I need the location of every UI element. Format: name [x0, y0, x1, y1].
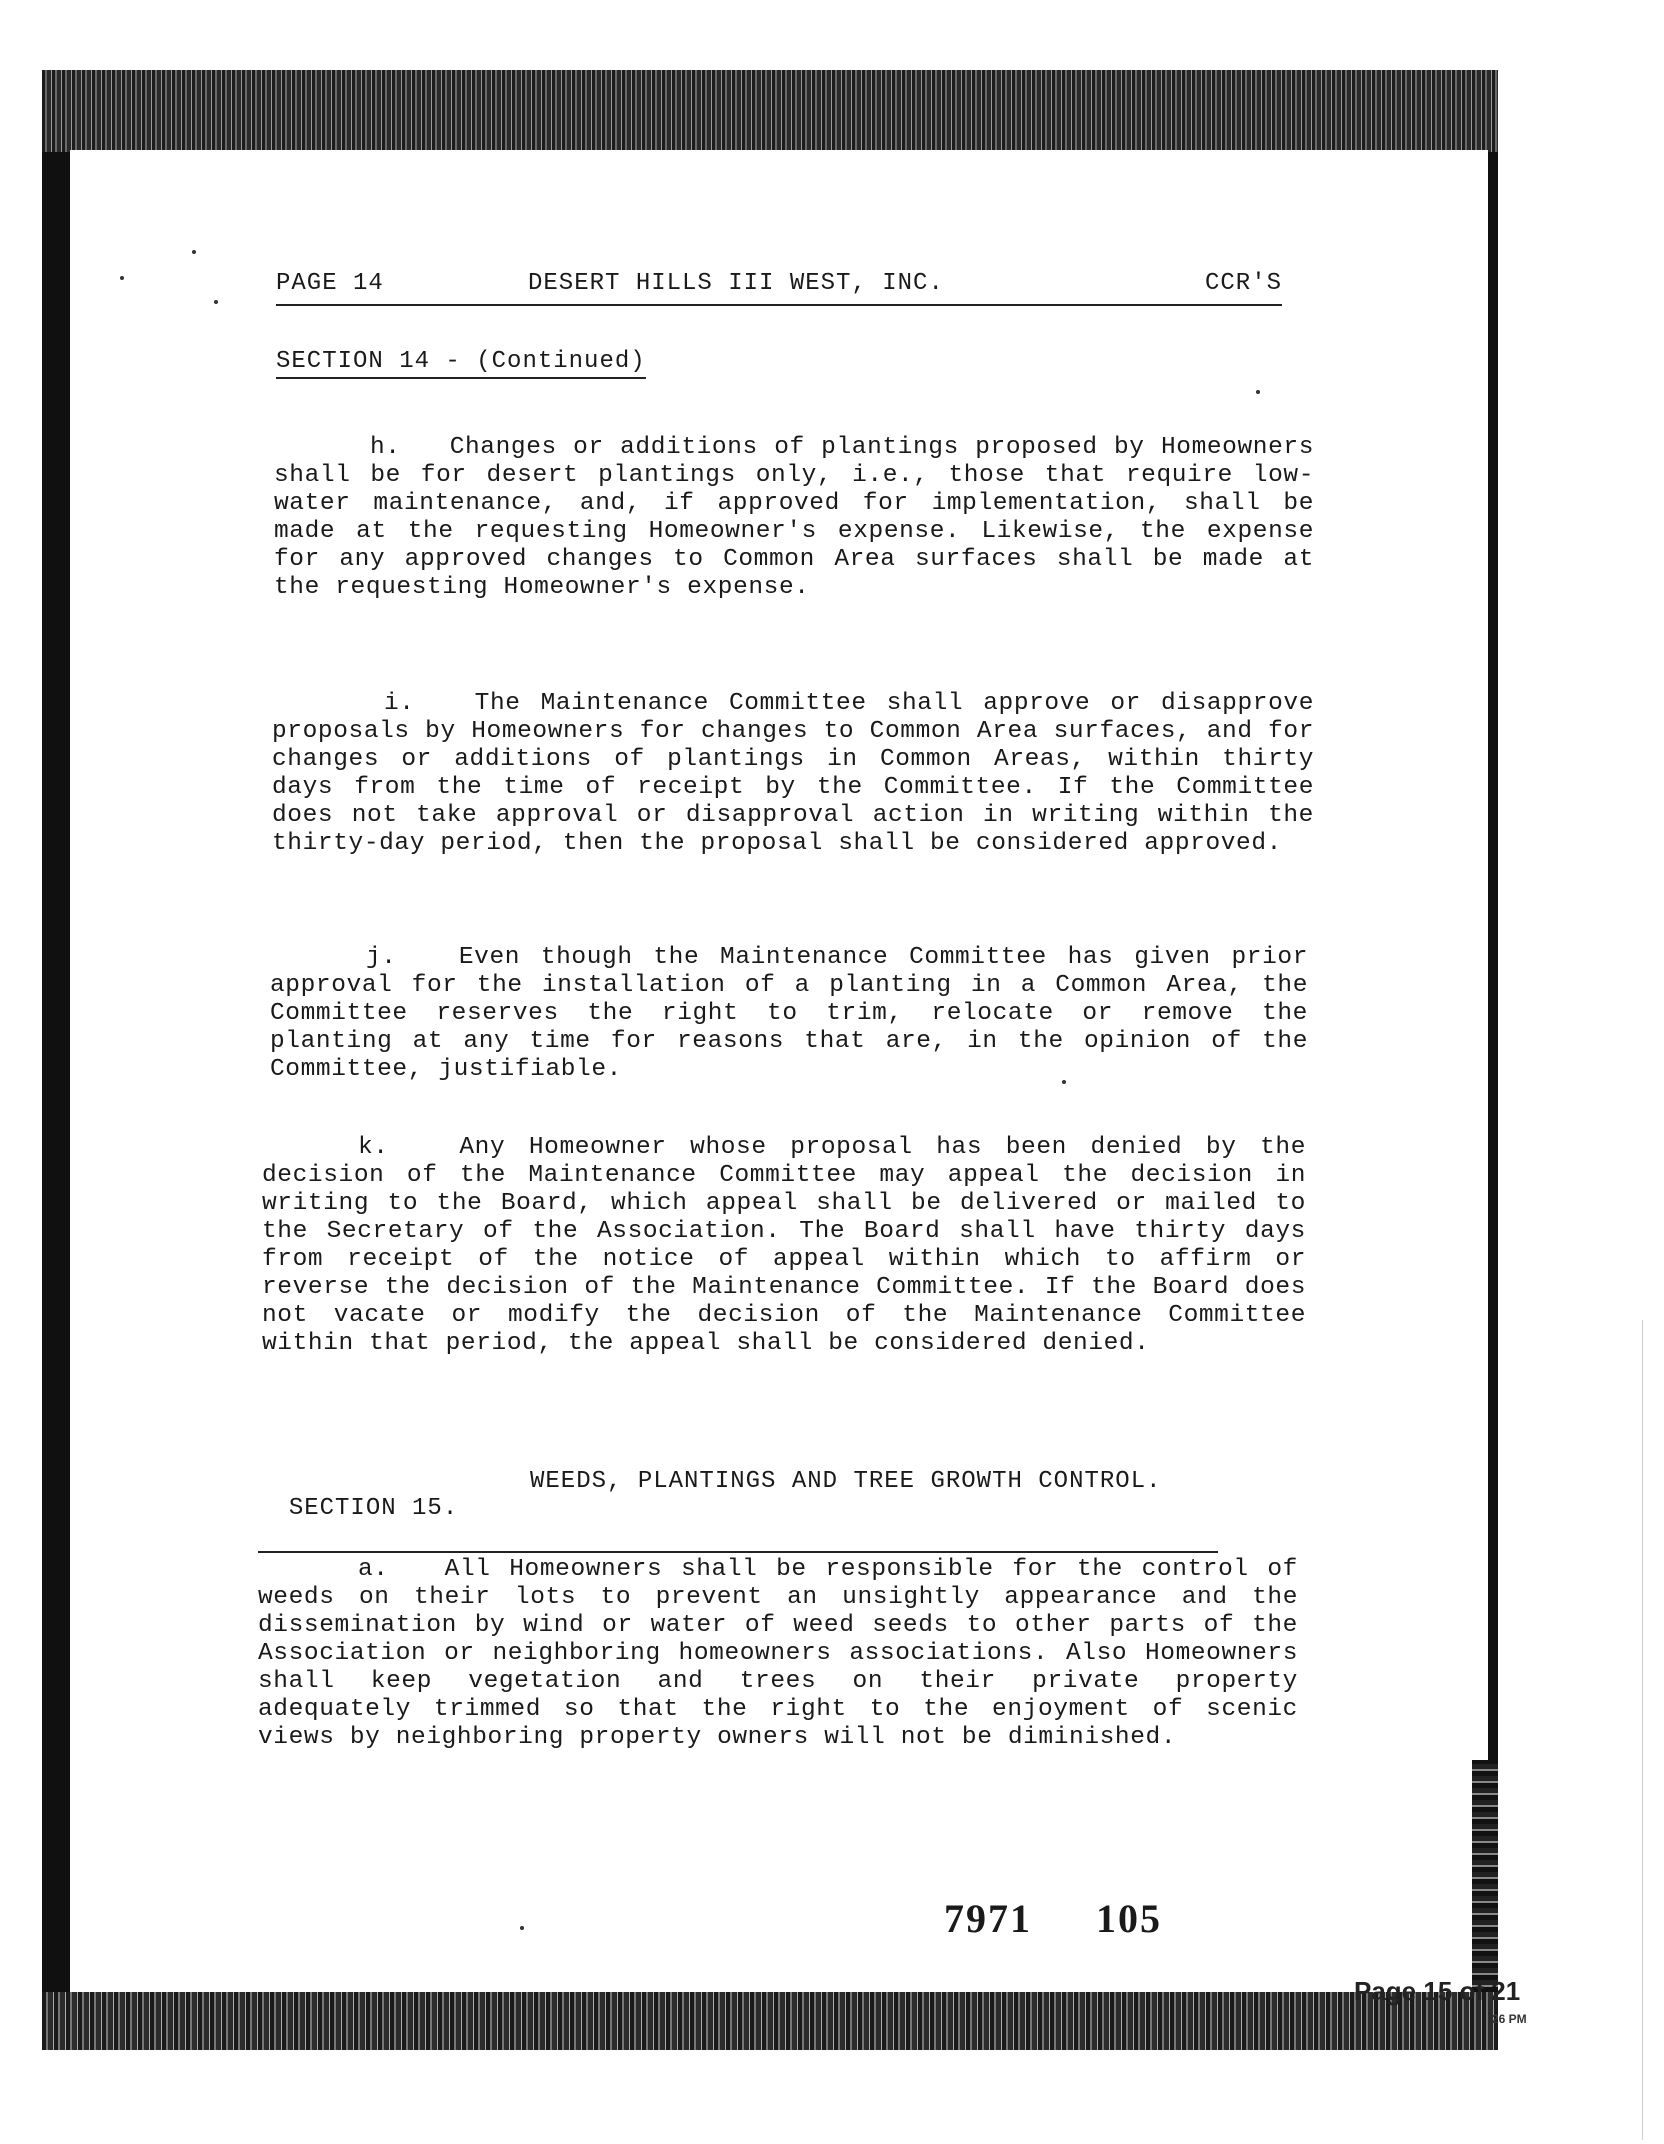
- scan-noise-right: [1472, 1760, 1498, 1992]
- paragraph-k: [262, 1134, 1306, 1358]
- section-15-heading: [258, 1468, 1218, 1553]
- scan-noise-bottom: [42, 1992, 1498, 2050]
- scan-speck: [120, 276, 124, 280]
- scan-speck: [192, 250, 196, 254]
- section-title: WEEDS, PLANTINGS AND TREE GROWTH CONTROL.: [530, 1468, 1162, 1495]
- page-counter: Page 15 of 21: [1354, 1976, 1521, 2006]
- paragraph-text: The Maintenance Committee shall approve or disapprove proposals by Homeowners for changes to Common Area surfaces, and for changes or additions of plantings in Common Areas, within thirty days from the time of receipt by the Committee. If the Committee does not take approval or disapproval action in writing within the thirty-day period, then the proposal shall be considered approved.: [272, 690, 1314, 857]
- paragraph-j: [270, 944, 1308, 1084]
- page-header: [276, 268, 1282, 306]
- book-number: 7971: [944, 1896, 1032, 1941]
- scan-speck: [520, 1926, 524, 1930]
- scan-speck: [214, 300, 218, 304]
- paragraph-letter: j.: [366, 944, 397, 971]
- section-14-heading: SECTION 14 - (Continued): [276, 348, 646, 379]
- paragraph-letter: k.: [358, 1134, 389, 1161]
- paragraph-text: Changes or additions of plantings proposed by Homeowners shall be for desert plantings only, i.e., those that require low-water maintenance, and, if approved for implementation, shall be made at the requesting Homeowner's expense. Likewise, the expense for any approved changes to Common Area surfaces shall be made at the requesting Homeowner's expense.: [274, 434, 1314, 601]
- scan-speck: [1256, 390, 1260, 394]
- timestamp: 26 PM: [1492, 2012, 1527, 2026]
- paragraph-h: [274, 434, 1314, 602]
- divider: [1642, 1320, 1643, 2140]
- page-label: PAGE 14: [276, 270, 384, 297]
- paragraph-i: [272, 690, 1314, 858]
- section-number: SECTION 15.: [288, 1495, 459, 1522]
- paragraph-a: [258, 1556, 1298, 1752]
- paragraph-text: All Homeowners shall be responsible for the control of weeds on their lots to prevent an unsightly appearance and the dissemination by wind or water of weed seeds to other parts of the Association or neighboring homeowners associations. Also Homeowners shall keep vegetation and trees on their private property adequately trimmed so that the right to the enjoyment of scenic views by neighboring property owners will not be diminished.: [258, 1556, 1298, 1751]
- company-name: DESERT HILLS III WEST, INC.: [528, 270, 944, 297]
- recording-number: [944, 1895, 1162, 1942]
- paragraph-text: Even though the Maintenance Committee has given prior approval for the installation of a planting in a Common Area, the Committee reserves the right to trim, relocate or remove the planting at any time for reasons that are, in the opinion of the Committee, justifiable.: [270, 944, 1308, 1083]
- paragraph-letter: h.: [370, 434, 401, 461]
- document-type: CCR'S: [1204, 270, 1282, 297]
- paragraph-text: Any Homeowner whose proposal has been denied by the decision of the Maintenance Committee may appeal the decision in writing to the Board, which appeal shall be delivered or mailed to the Secretary of the Association. The Board shall have thirty days from receipt of the notice of appeal within which to affirm or reverse the decision of the Maintenance Committee. If the Board does not vacate or modify the decision of the Maintenance Committee within that period, the appeal shall be considered denied.: [262, 1134, 1306, 1357]
- scan-noise-top: [42, 70, 1498, 152]
- paragraph-letter: i.: [384, 690, 415, 717]
- paragraph-letter: a.: [358, 1556, 389, 1583]
- page-number: 105: [1096, 1896, 1162, 1941]
